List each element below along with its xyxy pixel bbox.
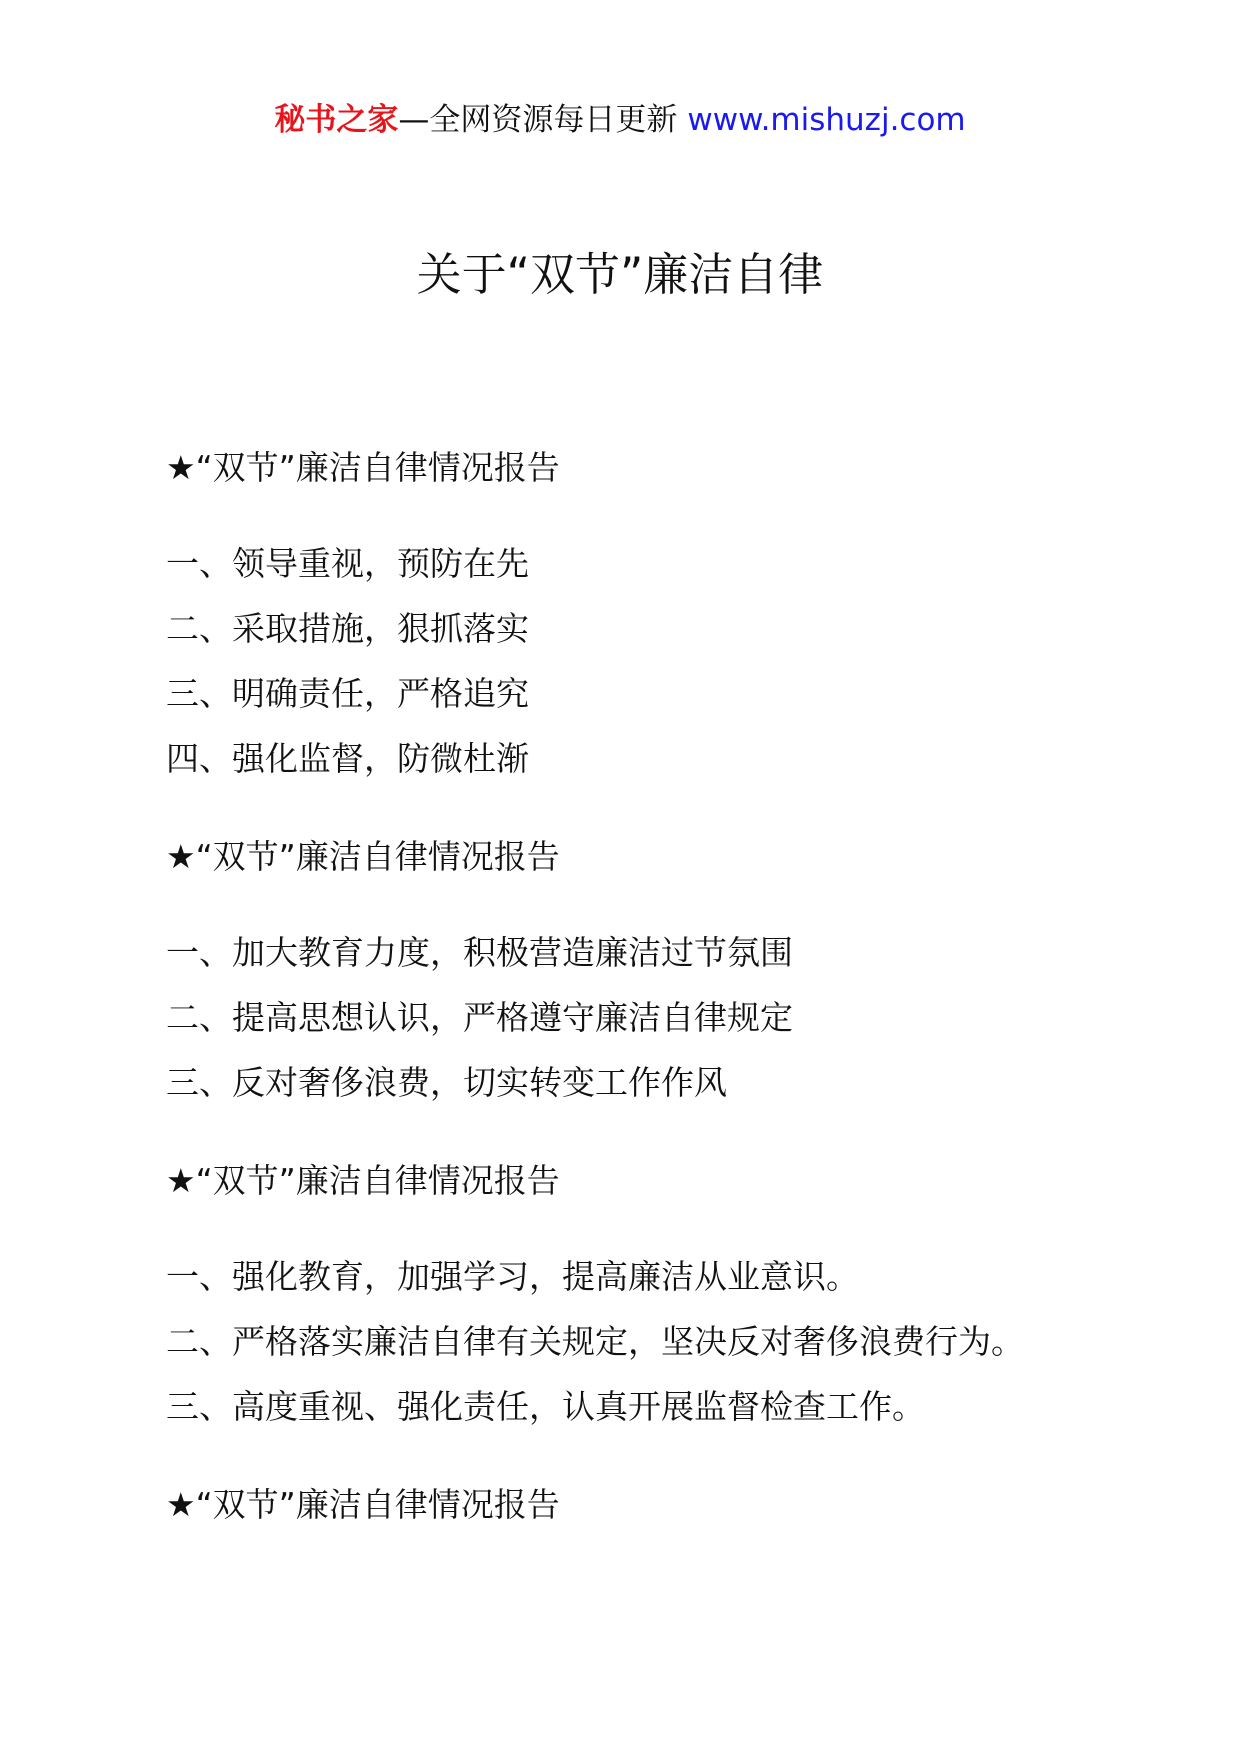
section-heading: ★“双节”廉洁自律情况报告: [166, 448, 560, 487]
list-item: 三、明确责任，严格追究: [166, 674, 529, 713]
report-section: [166, 1485, 1186, 1525]
document-title: 关于“双节”廉洁自律: [416, 248, 824, 301]
list-item: 四、强化监督，防微杜渐: [166, 739, 529, 778]
document-body: [166, 448, 1186, 1525]
list-item: 一、加大教育力度，积极营造廉洁过节氛围: [166, 933, 793, 972]
list-item: 一、强化教育，加强学习，提高廉洁从业意识。: [166, 1257, 859, 1296]
list-item: 三、高度重视、强化责任，认真开展监督检查工作。: [166, 1387, 925, 1426]
list-item: 一、领导重视，预防在先: [166, 544, 529, 583]
list-item: 二、提高思想认识，严格遵守廉洁自律规定: [166, 998, 793, 1037]
report-section: [166, 1161, 1186, 1427]
page-header: [0, 100, 1240, 140]
website-link[interactable]: www.mishuzj.com: [687, 102, 966, 138]
header-tagline: —全网资源每日更新: [398, 102, 678, 138]
list-item: 二、采取措施，狠抓落实: [166, 609, 529, 648]
report-section: [166, 448, 1186, 779]
section-heading: ★“双节”廉洁自律情况报告: [166, 1161, 560, 1200]
section-heading: ★“双节”廉洁自律情况报告: [166, 1485, 560, 1524]
report-section: [166, 837, 1186, 1103]
list-item: 三、反对奢侈浪费，切实转变工作作风: [166, 1063, 727, 1102]
list-item: 二、严格落实廉洁自律有关规定，坚决反对奢侈浪费行为。: [166, 1322, 1024, 1361]
section-heading: ★“双节”廉洁自律情况报告: [166, 837, 560, 876]
brand-name: 秘书之家: [274, 102, 399, 138]
